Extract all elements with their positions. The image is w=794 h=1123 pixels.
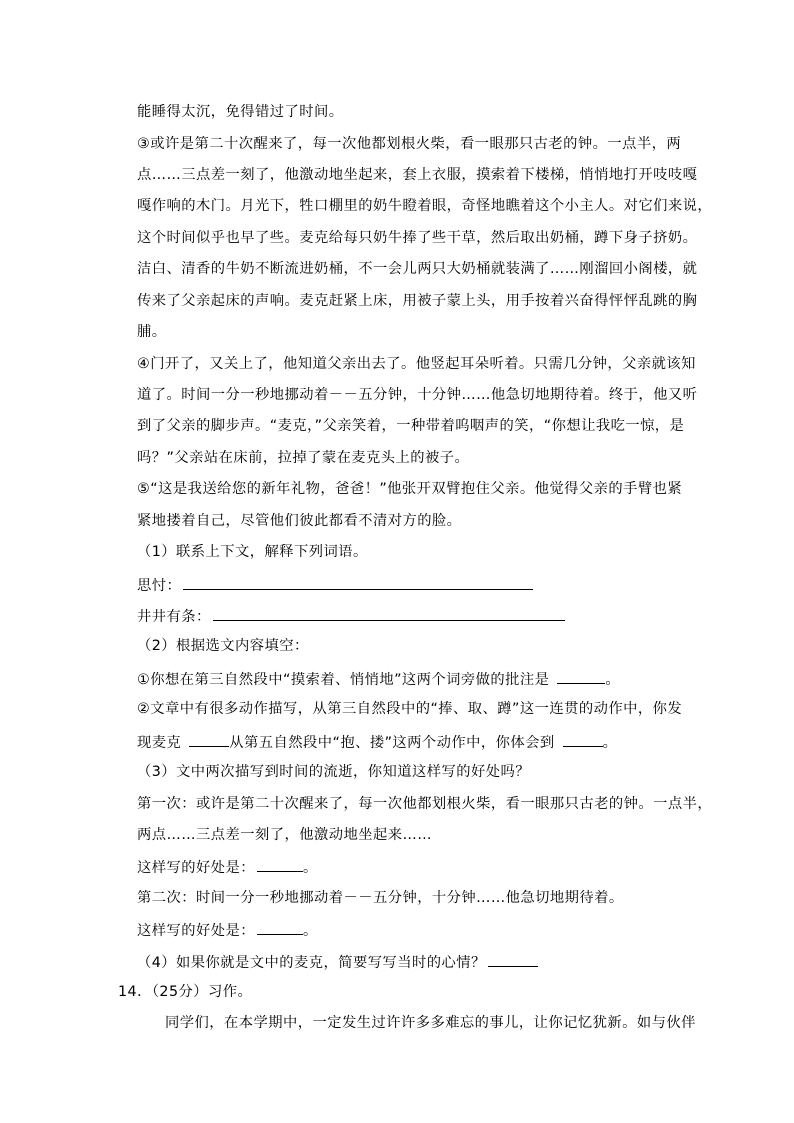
paragraph-4-line-3: 到了父亲的脚步声。“麦克，”父亲笑着，一种带着呜咽声的笑，“你想让我吃一惊，是 xyxy=(137,418,685,434)
term-1-answer-blank[interactable] xyxy=(183,574,533,590)
benefit-2-label: 这样写的好处是： xyxy=(137,923,255,939)
item-2-middle: 从第五自然段中“抱、搂”这两个动作中，你体会到 xyxy=(229,735,555,751)
benefit-2-end: 。 xyxy=(302,923,318,939)
term-2-label: 井井有条： xyxy=(137,609,211,625)
item-2-prefix: 现麦克 xyxy=(137,735,182,751)
paragraph-3-line-2: 点……三点差一刻了，他激动地坐起来，套上衣服，摸索着下楼梯，悄悄地打开吱吱嘎 xyxy=(137,167,698,183)
paragraph-3-line-3: 嘎作响的木门。月光下，牲口棚里的奶牛瞪着眼，奇怪地瞧着这个小主人。对它们来说， xyxy=(137,198,713,214)
question-14-header: 14．（25分）习作。 xyxy=(118,984,253,1000)
question-3-benefit-1 xyxy=(137,856,318,878)
paragraph-5-line-2: 紧地搂着自己，尽管他们彼此都看不清对方的脸。 xyxy=(137,513,462,529)
term-1-label: 思忖： xyxy=(137,578,182,594)
paragraph-4-line-4: 吗？”父亲站在床前，拉掉了蒙在麦克头上的被子。 xyxy=(137,450,470,466)
item-2-answer-blank-1[interactable] xyxy=(189,731,229,747)
question-3-title: （3）文中两次描写到时间的流逝，你知道这样写的好处吗？ xyxy=(137,764,530,780)
question-4-answer-blank[interactable] xyxy=(488,951,538,967)
question-14-body-line-1: 同学们，在本学期中，一定发生过许许多多难忘的事儿，让你记忆犹新。如与伙伴 xyxy=(165,1015,696,1031)
paragraph-4-line-2: 道了。时间一分一秒地挪动着－－五分钟，十分钟……他急切地期待着。终于，他又听 xyxy=(137,387,698,403)
question-2-item-2-line-1: ②文章中有很多动作描写，从第三自然段中的“捧、取、蹲”这一连贯的动作中，你发 xyxy=(137,701,683,717)
question-3-first-line-1: 第一次：或许是第二十次醒来了，每一次他都划根火柴，看一眼那只古老的钟。一点半， xyxy=(137,796,713,812)
question-1-term-2 xyxy=(137,605,565,627)
question-1-term-1 xyxy=(137,574,533,596)
question-2-item-2-line-2 xyxy=(137,731,617,753)
paragraph-3-line-1: ③或许是第二十次醒来了，每一次他都划根火柴，看一眼那只古老的钟。一点半，两 xyxy=(137,136,682,152)
question-1-title: （1）联系上下文，解释下列词语。 xyxy=(137,544,368,560)
question-2-item-1 xyxy=(137,668,620,690)
benefit-1-answer-blank[interactable] xyxy=(257,856,303,872)
paragraph-2-end: 能睡得太沉，免得错过了时间。 xyxy=(137,104,344,120)
paragraph-3-line-7: 脯。 xyxy=(137,324,167,340)
paragraph-3-line-4: 这个时间似乎也早了些。麦克给每只奶牛捧了些干草，然后取出奶桶，蹲下身子挤奶。 xyxy=(137,230,698,246)
question-2-title: （2）根据选文内容填空： xyxy=(137,638,309,654)
term-2-answer-blank[interactable] xyxy=(213,605,565,621)
paragraph-3-line-6: 传来了父亲起床的声响。麦克赶紧上床，用被子蒙上头，用手按着兴奋得怦怦乱跳的胸 xyxy=(137,293,698,309)
benefit-1-label: 这样写的好处是： xyxy=(137,860,255,876)
question-3-second-line: 第二次：时间一分一秒地挪动着－－五分钟，十分钟……他急切地期待着。 xyxy=(137,890,624,906)
paragraph-3-line-5: 洁白、清香的牛奶不断流进奶桶，不一会儿两只大奶桶就装满了……刚溜回小阁楼，就 xyxy=(137,261,698,277)
question-3-benefit-2 xyxy=(137,919,318,941)
item-2-end: 。 xyxy=(602,735,618,751)
item-1-answer-blank[interactable] xyxy=(557,668,605,684)
item-1-end: 。 xyxy=(605,672,621,688)
benefit-2-answer-blank[interactable] xyxy=(257,919,303,935)
item-1-text: ①你想在第三自然段中“摸索着、悄悄地”这两个词旁做的批注是 xyxy=(137,672,550,688)
item-2-answer-blank-2[interactable] xyxy=(563,731,603,747)
paragraph-5-line-1: ⑤“这是我送给您的新年礼物，爸爸！”他张开双臂抱住父亲。他觉得父亲的手臂也紧 xyxy=(137,481,683,497)
question-4-title: （4）如果你就是文中的麦克，简要写写当时的心情？ xyxy=(137,955,486,971)
paragraph-4-line-1: ④门开了，又关上了，他知道父亲出去了。他竖起耳朵听着。只需几分钟，父亲就该知 xyxy=(137,356,696,372)
question-4 xyxy=(137,951,538,973)
benefit-1-end: 。 xyxy=(302,860,318,876)
question-3-first-line-2: 两点……三点差一刻了，他激动地坐起来…… xyxy=(137,827,432,843)
